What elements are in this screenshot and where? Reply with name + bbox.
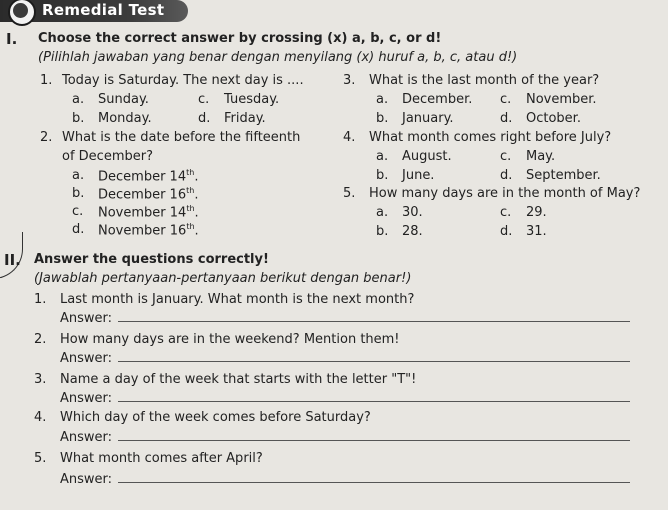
q3-option-d[interactable]: October.: [526, 111, 581, 126]
q4-option-a-letter: a.: [376, 149, 389, 164]
q1-option-d[interactable]: Friday.: [224, 111, 266, 126]
q5-option-d-letter: d.: [500, 224, 513, 239]
s2-q5-answer-label: Answer:: [60, 472, 113, 487]
q4-option-c[interactable]: May.: [526, 149, 556, 164]
s2-q5-text: What month comes after April?: [60, 451, 263, 466]
q2-option-b-text: December 16: [98, 187, 187, 203]
s2-q2-number: 2.: [34, 332, 47, 347]
q3-number: 3.: [343, 73, 356, 88]
q2-text-2: of December?: [62, 149, 153, 164]
q1-text: Today is Saturday. The next day is ....: [62, 73, 304, 88]
s2-q4-answer-line[interactable]: [118, 440, 630, 441]
q5-text: How many days are in the month of May?: [369, 186, 641, 201]
s2-q2-answer-line[interactable]: [118, 361, 630, 362]
q5-option-a-letter: a.: [376, 205, 389, 220]
q2-option-b-letter: b.: [72, 186, 85, 201]
section2-number: II.: [4, 251, 21, 269]
s2-q1-text: Last month is January. What month is the next month?: [60, 292, 415, 307]
section1-instruction-id: (Pilihlah jawaban yang benar dengan menyilang (x) huruf a, b, c, atau d!): [38, 50, 518, 65]
q2-option-a-letter: a.: [72, 168, 85, 183]
s2-q1-answer-line[interactable]: [118, 321, 630, 322]
q5-option-c-letter: c.: [500, 205, 512, 220]
q2-option-d-sup: th: [186, 222, 195, 231]
q1-option-a[interactable]: Sunday.: [98, 92, 149, 107]
q5-option-c[interactable]: 29.: [526, 205, 547, 220]
q2-option-a-sup: th: [186, 168, 195, 177]
q3-text: What is the last month of the year?: [369, 73, 600, 88]
q1-option-b[interactable]: Monday.: [98, 111, 152, 126]
page-title: Remedial Test: [42, 1, 165, 19]
q2-option-d[interactable]: November 16th.: [98, 222, 199, 239]
q1-option-c[interactable]: Tuesday.: [224, 92, 280, 107]
section1-number: I.: [6, 30, 18, 48]
q1-option-c-letter: c.: [198, 92, 210, 107]
q2-option-c-letter: c.: [72, 204, 84, 219]
s2-q4-answer-label: Answer:: [60, 430, 113, 445]
q3-option-b-letter: b.: [376, 111, 389, 126]
s2-q2-text: How many days are in the weekend? Mention them!: [60, 332, 400, 347]
s2-q5-number: 5.: [34, 451, 47, 466]
q2-option-c-sup: th: [186, 204, 195, 213]
q2-option-c-text: November 14: [98, 205, 187, 221]
q4-text: What month comes right before July?: [369, 130, 612, 145]
q3-option-a[interactable]: December.: [402, 92, 473, 107]
s2-q3-number: 3.: [34, 372, 47, 387]
badge-inner-icon: [13, 3, 28, 18]
q4-number: 4.: [343, 130, 356, 145]
s2-q4-number: 4.: [34, 410, 47, 425]
q3-option-b[interactable]: January.: [402, 111, 454, 126]
s2-q1-number: 1.: [34, 292, 47, 307]
q4-option-b[interactable]: June.: [402, 168, 435, 183]
q5-option-d[interactable]: 31.: [526, 224, 547, 239]
s2-q3-text: Name a day of the week that starts with the letter "T"!: [60, 372, 417, 387]
s2-q4-text: Which day of the week comes before Saturday?: [60, 410, 371, 425]
s2-q3-answer-label: Answer:: [60, 391, 113, 406]
s2-q5-answer-line[interactable]: [118, 482, 630, 483]
q3-option-a-letter: a.: [376, 92, 389, 107]
q2-option-d-text: November 16: [98, 223, 187, 239]
q2-option-b-sup: th: [186, 186, 195, 195]
q3-option-d-letter: d.: [500, 111, 513, 126]
s2-q2-answer-label: Answer:: [60, 351, 113, 366]
section1-instruction: Choose the correct answer by crossing (x) a, b, c, or d!: [38, 31, 442, 46]
q3-option-c-letter: c.: [500, 92, 512, 107]
s2-q3-answer-line[interactable]: [118, 401, 630, 402]
q5-option-b-letter: b.: [376, 224, 389, 239]
q1-option-b-letter: b.: [72, 111, 85, 126]
section2-instruction: Answer the questions correctly!: [34, 252, 269, 267]
q2-option-b[interactable]: December 16th.: [98, 186, 199, 203]
q5-option-b[interactable]: 28.: [402, 224, 423, 239]
q2-number: 2.: [40, 130, 53, 145]
section2-instruction-id: (Jawablah pertanyaan-pertanyaan berikut dengan benar!): [34, 271, 412, 286]
q4-option-c-letter: c.: [500, 149, 512, 164]
q3-option-c[interactable]: November.: [526, 92, 597, 107]
q2-option-a-text: December 14: [98, 169, 187, 185]
s2-q1-answer-label: Answer:: [60, 311, 113, 326]
q5-option-a[interactable]: 30.: [402, 205, 423, 220]
q2-option-a[interactable]: December 14th.: [98, 168, 199, 185]
q2-option-d-letter: d.: [72, 222, 85, 237]
q2-text: What is the date before the fifteenth: [62, 130, 301, 145]
q1-number: 1.: [40, 73, 53, 88]
q1-option-d-letter: d.: [198, 111, 211, 126]
q4-option-a[interactable]: August.: [402, 149, 452, 164]
q1-option-a-letter: a.: [72, 92, 85, 107]
q2-option-c[interactable]: November 14th.: [98, 204, 199, 221]
q4-option-b-letter: b.: [376, 168, 389, 183]
q4-option-d-letter: d.: [500, 168, 513, 183]
q4-option-d[interactable]: September.: [526, 168, 601, 183]
q5-number: 5.: [343, 186, 356, 201]
